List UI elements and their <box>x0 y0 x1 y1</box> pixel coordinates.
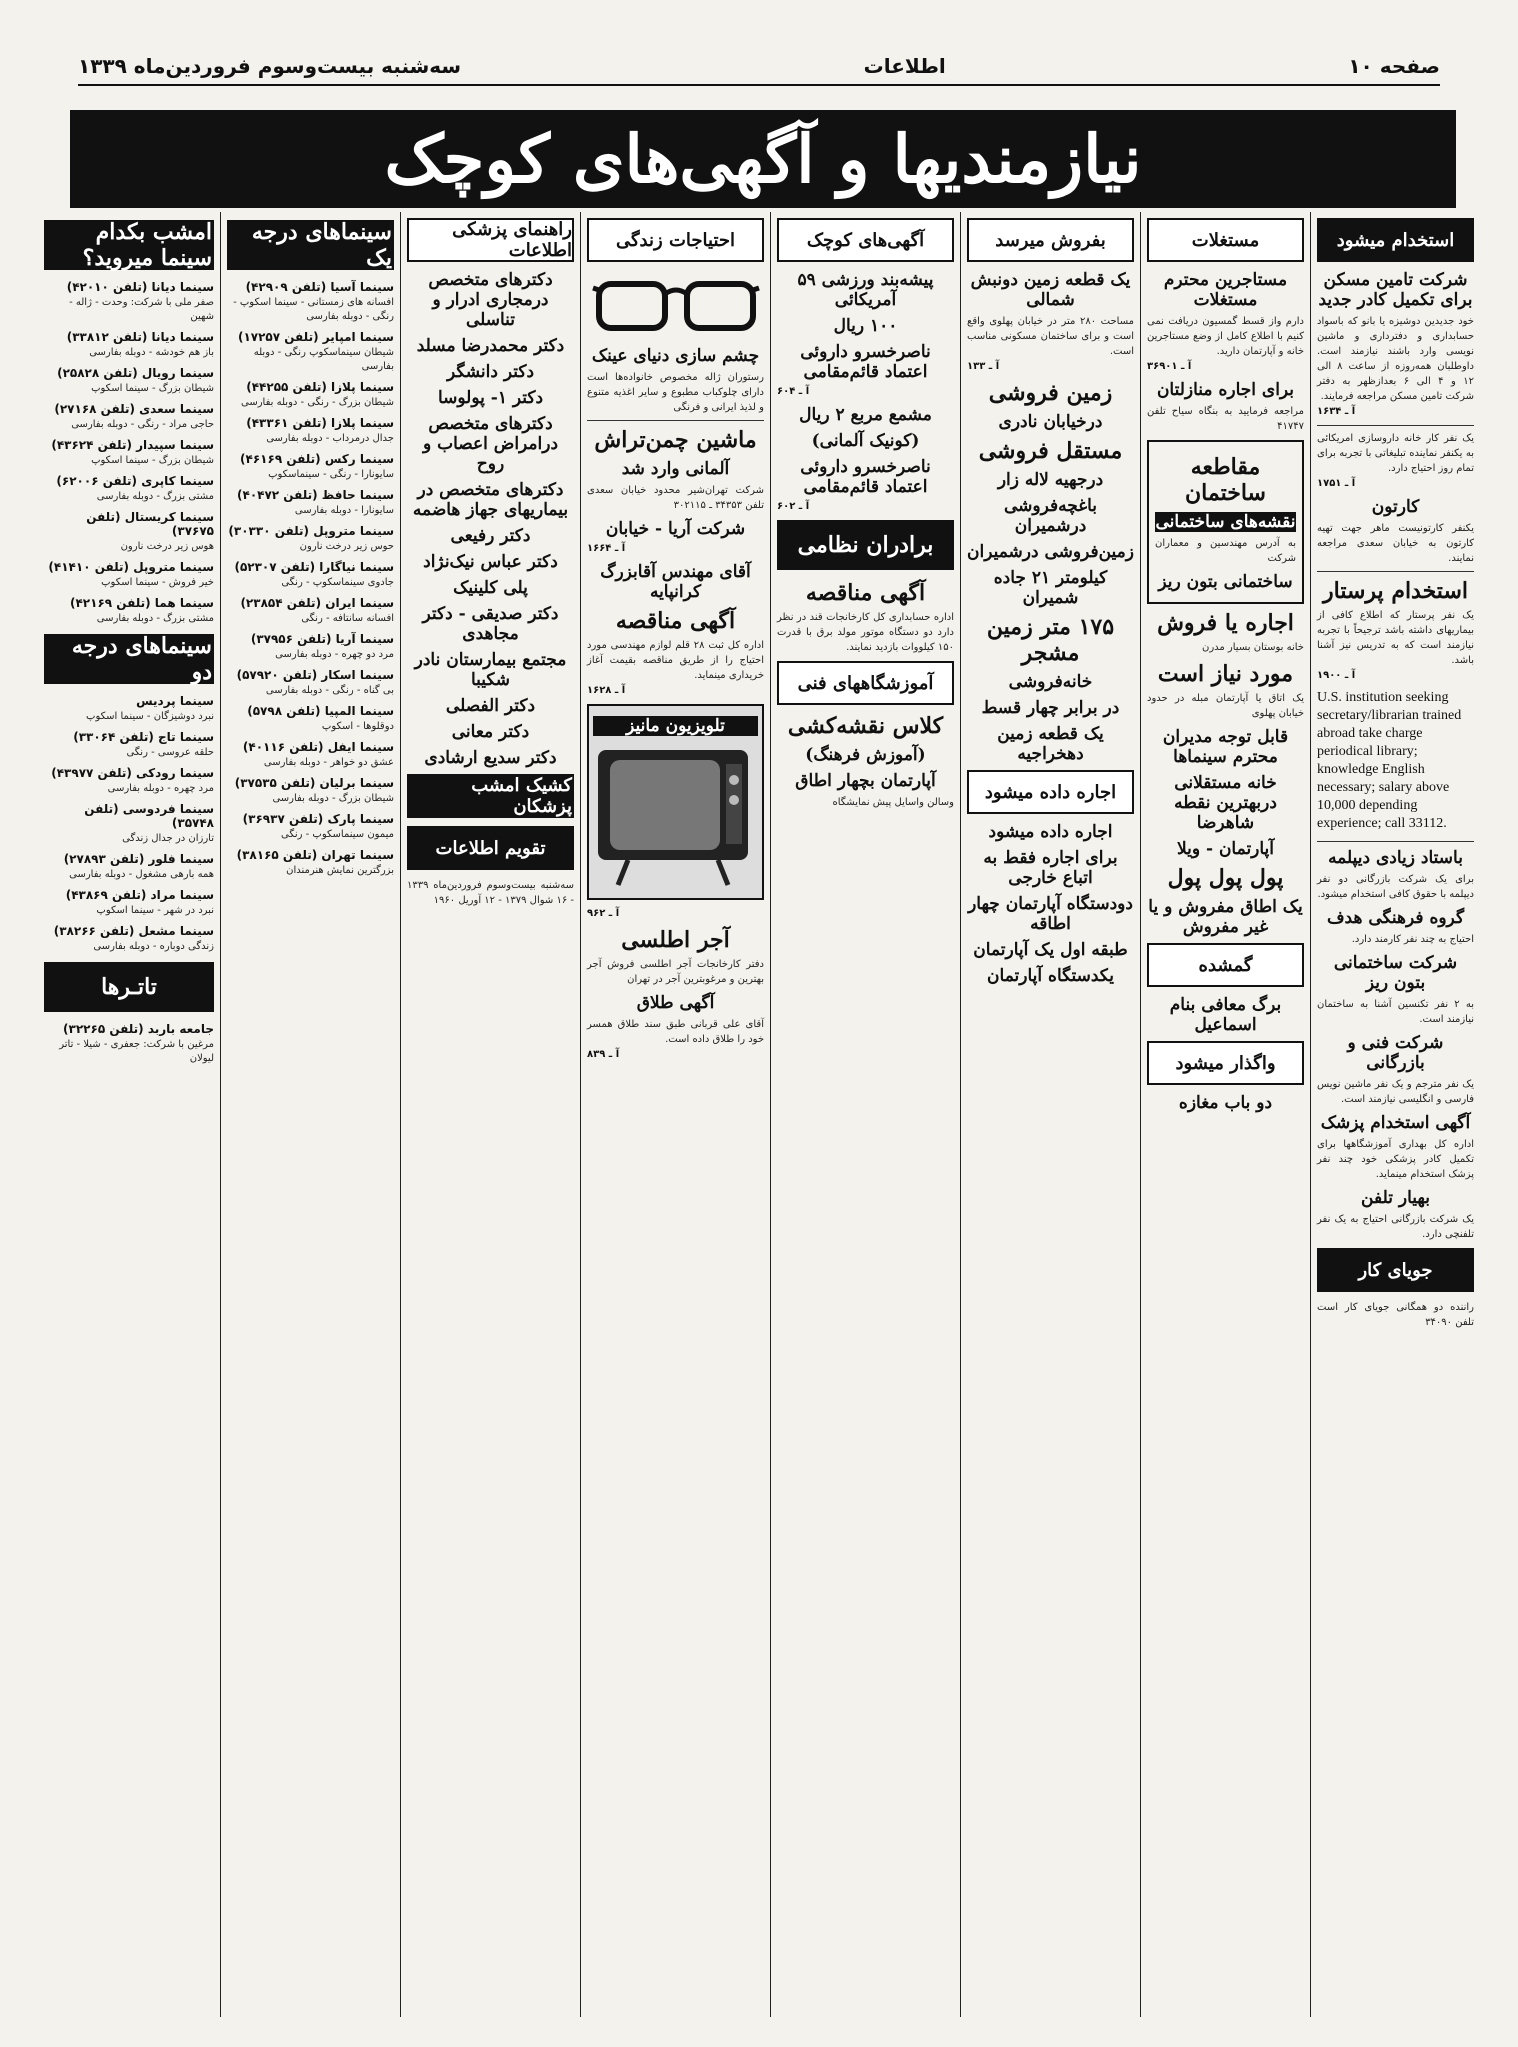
ad-title: شرکت تامین مسکن برای تکمیل کادر جدید <box>1318 270 1473 310</box>
cinema-name: سینما پردیس <box>136 694 214 708</box>
cinema-desc: افسانه های زمستانی - سینما اسکوپ - رنگی - دوبله بفارسی <box>233 297 394 322</box>
ad-title: آپارتمان - ویلا <box>1176 839 1275 859</box>
cinema-name: سینما آریا (تلفن ۳۷۹۵۶) <box>250 632 394 646</box>
section-heading: کشیک امشب پزشکان <box>407 774 574 818</box>
cinema-name: سینما برلیان (تلفن ۳۷۵۳۵) <box>234 776 394 790</box>
cinema-desc: سایونارا - دوبله بفارسی <box>294 505 394 516</box>
ad-body: احتیاج به چند نفر کارمند دارد. <box>1351 934 1474 945</box>
ad-divider <box>1317 571 1474 572</box>
ad-code: آ ـ ۱۶۳۴ <box>1317 406 1356 417</box>
ad-body: شرکت تهران‌شیر محدود خیابان سعدی تلفن ۳۴۳۵۳ ـ ۳۰۲۱۱۵ <box>587 485 764 511</box>
ad-title: برای اجاره فقط به اتباع خارجی <box>983 848 1118 888</box>
ad-title: طبقه اول یک آپارتمان <box>973 940 1128 960</box>
ad-title: آگهی مناقصه <box>615 608 736 634</box>
ad-body: آقای علی قربانی طبق سند طلاق همسر خود را طلاق داده است. <box>587 1019 764 1045</box>
ad-body: برای یک شرکت بازرگانی دو نفر دیپلمه با حقوق کافی استخدام میشود. <box>1317 874 1474 900</box>
ad-code: آ ـ ۸۳۹ <box>587 1049 620 1060</box>
cinema-name: سینما رویال (تلفن ۲۵۸۲۸) <box>57 366 214 380</box>
cinema-desc: بزرگترین نمایش هنرمندان <box>286 865 394 876</box>
ad-title: اجاره یا فروش <box>1157 610 1294 636</box>
ad-code: آ ـ ۱۶۲۸ <box>587 685 626 696</box>
cinema-desc: عشق دو خواهر - دوبله بفارسی <box>263 757 394 768</box>
column-cinemas-first <box>220 212 400 2017</box>
cinema-desc: مرد چهره - دوبله بفارسی <box>107 783 214 794</box>
column-small-ads <box>770 212 960 2017</box>
ad-title: یک قطعه زمین دونبش شمالی <box>970 270 1131 310</box>
ad-title: باستاد زیادی دیپلمه <box>1328 848 1463 868</box>
ad-title: دکترهای متخصص در بیماریهای جهاز هاضمه <box>412 480 569 520</box>
ad-subtitle: (کونیک آلمانی) <box>811 431 920 451</box>
nezami-brothers-banner: برادران نظامی <box>777 520 954 570</box>
cinema-desc: جدال درمرداب - دوبله بفارسی <box>266 433 394 444</box>
ad-title: ساختمانی بتون ریز <box>1158 572 1293 592</box>
ad-title: آپارتمان بچهار اطاق <box>795 771 936 791</box>
page-number: صفحه ۱۰ <box>1348 54 1440 78</box>
ad-title: مشمع مربع ۲ ریال <box>799 405 932 425</box>
cinema-desc: نبرد در شهر - سینما اسکوپ <box>96 905 214 916</box>
ad-title: زمین فروشی <box>988 380 1113 406</box>
cinema-name: سینما متروپل (تلفن ۴۱۴۱۰) <box>48 560 214 574</box>
column-heading: آگهی‌های کوچک <box>777 218 954 262</box>
ad-subtitle: آلمانی وارد شد <box>621 459 730 479</box>
ad-body: یکنفر کارتونیست ماهر جهت تهیه کارتون به خیابان سعدی مراجعه نمایند. <box>1317 523 1474 564</box>
cinema-desc: بی گناه - رنگی - دوبله بفارسی <box>265 685 394 696</box>
cinema-desc: حوس زیر درخت نارون <box>299 541 394 552</box>
ad-title: اجاره داده میشود <box>988 822 1113 842</box>
tv-brand-label: تلویزیون مانیز <box>593 716 758 736</box>
section-heading: تاتـرها <box>44 962 214 1012</box>
cinema-name: سینما رودکی (تلفن ۴۳۹۷۷) <box>51 766 214 780</box>
ad-title: دکتر محمدرضا مسلد <box>416 336 565 356</box>
ad-divider <box>587 420 764 421</box>
cinema-name: سینما مراد (تلفن ۴۳۸۶۹) <box>65 888 214 902</box>
ad-title: دکتر ۱- پولوسا <box>437 388 544 408</box>
ad-title: آگهی استخدام پزشک <box>1320 1113 1471 1133</box>
ad-title: شرکت آریا - خیابان <box>605 519 746 539</box>
ad-title: دکتر رفیعی <box>450 526 531 546</box>
column-heading: استخدام میشود <box>1317 218 1474 262</box>
ad-title: پیشه‌بند ورزشی ۵۹ آمریکائی <box>797 270 934 310</box>
ad-title: کارتون <box>1371 497 1420 517</box>
cinema-name: سینما امپایر (تلفن ۱۷۲۵۷) <box>237 330 394 344</box>
ad-code: آ ـ ۶۰۴ <box>777 386 810 397</box>
ad-title: آقای مهندس آقابزرگ کرانپایه <box>600 562 751 602</box>
section-heading: واگذار میشود <box>1147 1041 1304 1085</box>
ad-body: به ۲ نفر تکنسین آشنا به ساختمان نیازمند است. <box>1317 999 1474 1025</box>
page-header <box>78 48 1440 86</box>
cinema-name: سینما پلازا (تلفن ۴۳۳۶۱) <box>246 416 394 430</box>
column-heading: امشب بکدام سینما میروید؟ <box>44 220 214 270</box>
ad-title: قابل توجه مدیران محترم سینماها <box>1162 727 1289 767</box>
ad-title: مجتمع بیمارستان نادر شکیبا <box>414 650 567 690</box>
column-sales <box>960 212 1140 2017</box>
ad-title: کلاس نقشه‌کشی <box>787 713 944 739</box>
cinema-desc: مرد دو چهره - دوبله بفارسی <box>275 649 394 660</box>
ad-title: مقاطعه ساختمان <box>1185 454 1266 506</box>
ad-code: آ ـ ۱۹۰۰ <box>1317 670 1356 681</box>
column-employment <box>1310 212 1480 2017</box>
ad-body: وسالن واسایل پیش نمایشگاه <box>832 797 954 808</box>
english-ad: U.S. institution seeking secretary/librarian trained abroad take charge periodical library; knowledge English necessary; salary above 10,000 depending experience; call 33112. <box>1317 690 1462 831</box>
cinema-desc: صفر ملی با شرکت: وحدت - ژاله - شهین <box>69 297 214 322</box>
section-heading: جویای کار <box>1317 1248 1474 1292</box>
cinema-name: سینما ایران (تلفن ۲۳۸۵۴) <box>240 596 394 610</box>
ad-title: دکتر عباس نیک‌نژاد <box>423 552 558 572</box>
ad-code: آ ـ ۱۳۳ <box>967 361 1000 372</box>
ad-title: شرکت فنی و بازرگانی <box>1347 1033 1444 1073</box>
cinema-name: سینما دیانا (تلفن ۳۳۸۱۲) <box>66 330 214 344</box>
cinema-desc: شیطان بزرگ - سینما اسکوپ <box>91 455 214 466</box>
ad-title: دکتر سدیع ارشادی <box>424 748 557 768</box>
cinema-list <box>227 280 394 878</box>
ad-subtitle: درخیابان نادری <box>998 412 1103 432</box>
cinema-name: سینما پارک (تلفن ۳۶۹۳۷) <box>242 812 394 826</box>
cinema-name: سینما سعدی (تلفن ۲۷۱۶۸) <box>54 402 214 416</box>
ad-body: به آدرس مهندسین و معماران شرکت <box>1155 538 1296 564</box>
ad-code: آ ـ ۳۶۹۰۱ <box>1147 361 1192 372</box>
section-heading: تقویم اطلاعات <box>407 826 574 870</box>
eyeglasses-icon <box>591 270 761 340</box>
cinema-name: سینما مشعل (تلفن ۳۸۲۶۶) <box>53 924 214 938</box>
ad-body: دفتر کارخانجات آجر اطلسی فروش آجر بهترین و مرغوبترین آجر در تهران <box>587 959 764 985</box>
column-heading: احتیاجات زندگی <box>587 218 764 262</box>
ad-title: دکتر صدیقی - دکتر مجاهدی <box>422 604 559 644</box>
ad-body: اداره کل بهداری آموزشگاهها برای تکمیل کادر پزشکی خود چند نفر پزشک استخدام مینماید. <box>1317 1139 1474 1180</box>
ad-title: کیلومتر ۲۱ جاده شمیران <box>993 568 1108 608</box>
ad-body: خانه بوستان بسیار مدرن <box>1201 642 1304 653</box>
ad-title: گروه فرهنگی هدف <box>1326 908 1465 928</box>
ad-title: آجر اطلسی <box>621 927 730 953</box>
ad-title: بهیار تلفن <box>1361 1188 1430 1208</box>
ad-body: خود جدیدین دوشیزه یا بانو که باسواد حسابداری و دفترداری و ماشین نویسی وارد باشند نیازمند است. داوطلبان همه‌روزه از ساعت ۸ الی ۱۲ و ۴ الی ۶ بعدازظهر به دفتر شرکت تامین مسکن مراجعه فرمایند. <box>1317 316 1475 402</box>
cinema-name: سینما تاج (تلفن ۳۳۰۶۴) <box>73 730 214 744</box>
ad-title: مستاجرین محترم مستغلات <box>1163 270 1288 310</box>
cinema-name: سینما دیانا (تلفن ۴۲۰۱۰) <box>66 280 214 294</box>
ad-subtitle: ۱۰۰ ریال <box>833 316 898 336</box>
cinema-desc: شیطان بزرگ - دوبله بفارسی <box>272 793 394 804</box>
ad-title: برای اجاره منازلتان <box>1156 380 1295 400</box>
cinema-name: سینما تهران (تلفن ۳۸۱۶۵) <box>236 848 394 862</box>
ad-body: یک نفر کار خانه داروسازی امریکائی به یکنفر نماینده تبلیغاتی با تجربه برای تمام روز احتیاج دارد. <box>1317 433 1474 474</box>
cinema-desc: زندگی دوباره - دوبله بفارسی <box>93 941 214 952</box>
cinema-name: سینما نیاگارا (تلفن ۵۲۳۰۷) <box>234 560 394 574</box>
issue-date: سه‌شنبه بیست‌وسوم فروردین‌ماه ۱۳۳۹ <box>78 54 462 78</box>
section-heading: اجاره داده میشود <box>967 770 1134 814</box>
ad-title: شرکت ساختمانی بتون ریز <box>1333 953 1458 993</box>
ad-title: یک اطاق مفروش و یا غیر مفروش <box>1148 897 1303 937</box>
ad-title: ناصرخسرو داروئی اعتماد قائم‌مقامی <box>800 342 931 382</box>
cinema-name: سینما فلور (تلفن ۲۷۸۹۳) <box>63 852 214 866</box>
ad-title: خانه‌فروشی <box>1008 672 1093 692</box>
cinema-name: سینما حافظ (تلفن ۴۰۴۷۲) <box>237 488 394 502</box>
cinema-desc: دوقلوها - اسکوپ <box>321 721 394 732</box>
ad-title: دکتر معانی <box>451 722 530 742</box>
cinema-desc: افسانه سانتافه - رنگی <box>301 613 394 624</box>
ad-title: مستقل فروشی <box>978 438 1123 464</box>
ad-title: دو باب مغازه <box>1178 1093 1273 1113</box>
cinema-desc: مشتی بزرگ - دوبله بفارسی <box>96 613 214 624</box>
ad-title: دکترهای متخصص درامراض اعصاب و روح <box>422 414 559 474</box>
cinema-desc: حاجی مراد - رنگی - دوبله بفارسی <box>71 419 214 430</box>
construction-ad-box <box>1147 440 1304 604</box>
cinema-desc: همه بارهی مشغول - دوبله بفارسی <box>69 869 214 880</box>
cinema-desc: جادوی سینماسکوپ - رنگی <box>281 577 394 588</box>
ad-body: یک نفر پرستار که اطلاع کافی از بیماریهای داشته باشد ترجیحاً با تجربه نیازمند است که به تدریس نیز آشنا باشد. <box>1317 610 1474 666</box>
cinema-name: سینما رکس (تلفن ۴۶۱۶۹) <box>240 452 394 466</box>
cinema-list <box>44 694 214 954</box>
cinema-desc: هوس زیر درخت نارون <box>120 541 214 552</box>
ad-title: آگهی طلاق <box>636 993 715 1013</box>
cinema-name: سینما آسیا (تلفن ۴۲۹۰۹) <box>245 280 394 294</box>
ad-body: راننده دو همگانی جویای کار است تلفن ۳۴۰۹۰ <box>1317 1302 1474 1328</box>
ad-body: سه‌شنبه بیست‌وسوم فروردین‌ماه ۱۳۳۹ - ۱۶ شوال ۱۳۷۹ - ۱۲ آوریل ۱۹۶۰ <box>407 880 574 906</box>
ad-title: مورد نیاز است <box>1157 661 1294 687</box>
column-life-needs <box>580 212 770 2017</box>
column-tenants <box>1140 212 1310 2017</box>
ad-body: یک شرکت بازرگانی احتیاج به یک نفر تلفنچی دارد. <box>1317 1214 1474 1240</box>
ad-body: مساحت ۲۸۰ متر در خیابان پهلوی واقع است و برای ساختمان مسکونی مناسب است. <box>967 316 1134 357</box>
ad-code: آ ـ ۶۰۲ <box>777 501 810 512</box>
television-icon <box>588 740 758 890</box>
ad-code: آ ـ ۱۶۶۴ <box>587 543 626 554</box>
ad-body: اداره کل ثبت ۲۸ قلم لوازم مهندسی مورد احتیاج را از طریق مناقصه بقیمت آغاز خریداری مینماید. <box>587 640 764 681</box>
cinema-desc: شیطان بزرگ - رنگی - دوبله بفارسی <box>241 397 394 408</box>
ad-body: یک اتاق یا آپارتمان مبله در حدود خیابان پهلوی <box>1147 693 1304 719</box>
cinema-name: سینما ایفل (تلفن ۴۰۱۱۶) <box>242 740 394 754</box>
cinema-name: سینما المپیا (تلفن ۵۷۹۸) <box>247 704 394 718</box>
cinema-desc: باز هم خودشه - دوبله بفارسی <box>89 347 214 358</box>
theatre-desc: مرغین با شرکت: جعفری - شیلا - تاتر لیولان <box>59 1039 214 1064</box>
cinema-desc: مشتی بزرگ - دوبله بفارسی <box>96 491 214 502</box>
section-heading: آموزشگاههای فنی <box>777 661 954 705</box>
ad-body: اداره حسابداری کل کارخانجات قند در نظر دارد دو دستگاه موتور مولد برق با قدرت ۱۵۰ کیلووات بازدید نمایند. <box>777 612 954 653</box>
ad-title: چشم سازی دنیای عینک <box>591 346 760 366</box>
ad-body: مراجعه فرمایید به بنگاه سیاح تلفن ۴۱۷۴۷ <box>1147 406 1304 432</box>
television-ad <box>587 704 764 900</box>
cinema-name: سینما کاپری (تلفن ۶۲۰۰۶) <box>56 474 214 488</box>
ad-title: دودستگاه آپارتمان چهار اطاقه <box>968 894 1133 934</box>
ad-title: ناصرخسرو داروئی اعتماد قائم‌مقامی <box>800 457 931 497</box>
ad-body: رستوران ژاله مخصوص خانواده‌ها است دارای چلوکباب مطبوع و سایر اغذیه متنوع و لذیذ ایرانی و فرنگی <box>587 372 764 413</box>
ad-subtitle: (آموزش فرهنگ) <box>805 745 926 765</box>
ad-body: یک نفر مترجم و یک نفر ماشین نویس فارسی و انگلیسی نیازمند است. <box>1317 1079 1474 1105</box>
ad-divider <box>1317 841 1474 842</box>
ad-title: پول پول پول <box>1167 865 1284 891</box>
ad-title: دکترهای متخصص درمجاری ادرار و تناسلی <box>428 270 553 330</box>
ad-title: در برابر چهار قسط <box>981 698 1120 718</box>
cinema-name: سینما کریستال (تلفن ۳۷۶۷۵) <box>86 510 214 538</box>
cinema-name: سینما اسکار (تلفن ۵۷۹۲۰) <box>236 668 394 682</box>
ad-title: برگ معافی بنام اسماعیل <box>1169 995 1282 1035</box>
cinema-name: سینما متروپل (تلفن ۳۰۳۳۰) <box>228 524 394 538</box>
ad-title: پلی کلینیک <box>453 578 528 598</box>
ad-title: باغچه‌فروشی درشمیران <box>1003 496 1098 536</box>
column-heading: مستغلات <box>1147 218 1304 262</box>
cinema-desc: شیطان سینماسکوپ رنگی - دوبله بفارسی <box>253 347 394 372</box>
column-medical <box>400 212 580 2017</box>
cinema-name: سینما پلازا (تلفن ۴۴۲۵۵) <box>246 380 394 394</box>
column-heading: بفروش میرسد <box>967 218 1134 262</box>
section-heading: گمشده <box>1147 943 1304 987</box>
ad-body: دارم واز قسط گمسیون دریافت نمی کنیم با اطلاع کامل از وضع مستاجرین خانه و آپارتمان دارید. <box>1147 316 1304 357</box>
ad-divider <box>1317 425 1474 426</box>
ad-title: یکدستگاه آپارتمان <box>987 966 1114 986</box>
cinema-desc: نبرد دوشیزگان - سینما اسکوپ <box>86 711 214 722</box>
column-cinemas-tonight <box>38 212 220 2017</box>
ad-title: استخدام پرستار <box>1323 578 1468 604</box>
cinema-name: سینما سپیدار (تلفن ۴۳۶۲۴) <box>51 438 214 452</box>
cinema-desc: خیر فروش - سینما اسکوپ <box>101 577 214 588</box>
cinema-desc: سایونارا - رنگی - سینماسکوپ <box>268 469 394 480</box>
ad-subtitle: درجهیه لاله زار <box>997 470 1104 490</box>
cinema-desc: میمون سینماسکوپ - رنگی <box>280 829 394 840</box>
ad-title: نقشه‌های ساختمانی <box>1155 512 1296 532</box>
ad-title: زمین‌فروشی درشمیران <box>966 542 1134 562</box>
classifieds-banner: نیازمندیها و آگهی‌های کوچک <box>70 110 1456 208</box>
column-heading: راهنمای پزشکی اطلاعات <box>407 218 574 262</box>
ad-title: دکتر دانشگر <box>446 362 535 382</box>
ad-code: آ ـ ۹۶۲ <box>587 908 620 919</box>
ad-title: آگهی مناقصه <box>805 580 926 606</box>
cinema-name: سینما فردوسی (تلفن ۳۵۷۴۸) <box>84 802 214 830</box>
cinema-desc: حلقه عروسی - رنگی <box>126 747 214 758</box>
ad-title: دکتر الفصلی <box>445 696 536 716</box>
ad-title: ماشین چمن‌تراش <box>594 427 757 453</box>
ad-title: ۱۷۵ متر زمین مشجر <box>986 614 1115 666</box>
theatre-name: جامعه باربد (تلفن ۳۲۲۶۵) <box>63 1022 214 1036</box>
cinema-name: سینما هما (تلفن ۴۲۱۶۹) <box>70 596 214 610</box>
cinema-desc: شیطان بزرگ - سینما اسکوپ <box>91 383 214 394</box>
paper-name: اطلاعات <box>863 54 946 78</box>
ad-title: خانه مستقلانی دربهترین نقطه شاهرضا <box>1174 773 1277 833</box>
cinema-list <box>44 280 214 626</box>
section-heading: سینماهای درجه دو <box>44 634 214 684</box>
column-heading: سینماهای درجه یک <box>227 220 394 270</box>
cinema-desc: تارزان در جدال زندگی <box>122 833 214 844</box>
ad-title: یک قطعه زمین دهخراجیه <box>997 724 1104 764</box>
ad-code: آ ـ ۱۷۵۱ <box>1317 478 1356 489</box>
